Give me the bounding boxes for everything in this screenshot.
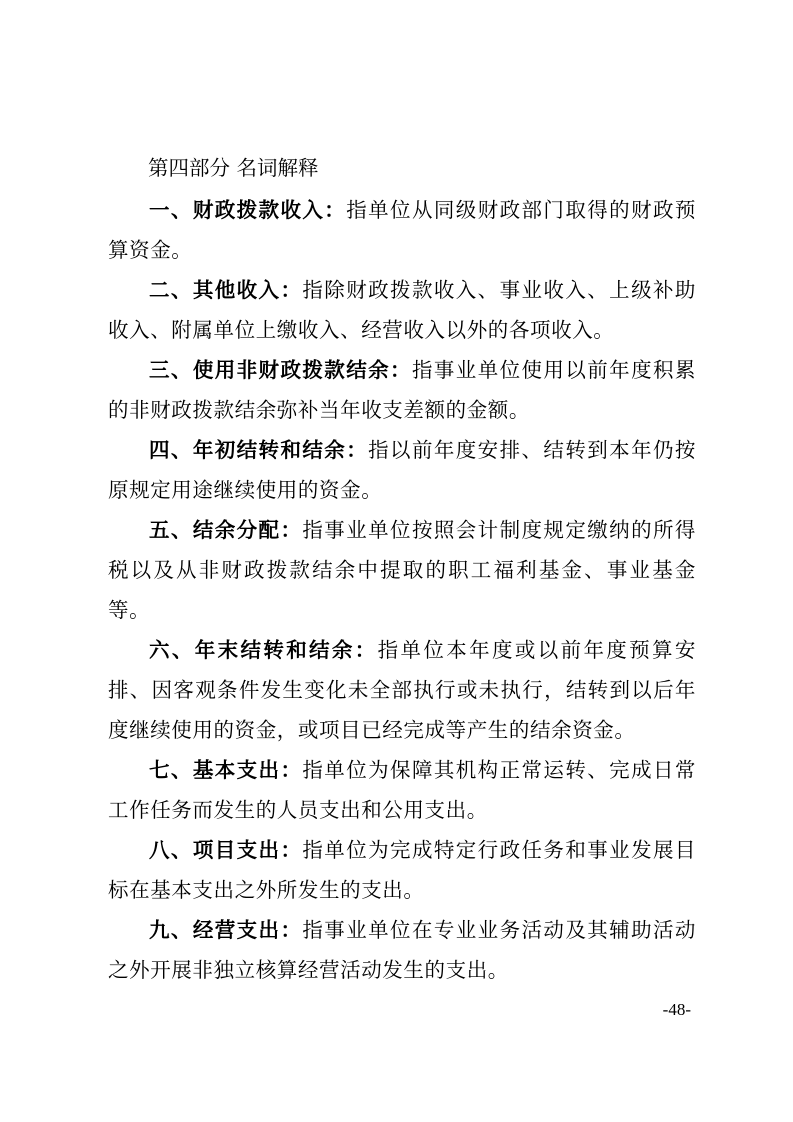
- term-item: [108, 750, 696, 830]
- term-item: [108, 430, 696, 510]
- term-item: [108, 910, 696, 990]
- term-item: [108, 630, 696, 750]
- term-definition: 指事业单位使用以前年度积累的非财政拨款结余弥补当年收支差额的金额。: [108, 358, 696, 422]
- term-definition: 指单位为完成特定行政任务和事业发展目标在基本支出之外所发生的支出。: [108, 838, 696, 902]
- section-title: 第四部分 名词解释: [148, 156, 319, 180]
- term-definition: 指单位为保障其机构正常运转、完成日常工作任务而发生的人员支出和公用支出。: [108, 758, 696, 822]
- term-name: 二、其他收入：: [149, 278, 303, 302]
- term-definition: 指除财政拨款收入、事业收入、上级补助收入、附属单位上缴收入、经营收入以外的各项收入。: [108, 278, 696, 342]
- term-name: 六、年末结转和结余：: [149, 638, 378, 662]
- term-name: 九、经营支出：: [149, 918, 303, 942]
- term-name: 八、项目支出：: [149, 838, 303, 862]
- term-definition: 指单位从同级财政部门取得的财政预算资金。: [108, 198, 696, 262]
- term-definition: 指事业单位在专业业务活动及其辅助活动之外开展非独立核算经营活动发生的支出。: [108, 918, 696, 982]
- page-number: -48-: [662, 1000, 691, 1019]
- term-item: [108, 190, 696, 270]
- term-item: [108, 510, 696, 630]
- term-name: 一、财政拨款收入：: [149, 198, 347, 222]
- term-definition: 指事业单位按照会计制度规定缴纳的所得税以及从非财政拨款结余中提取的职工福利基金、事业基金等。: [108, 518, 696, 622]
- term-name: 四、年初结转和结余：: [149, 438, 369, 462]
- document-body: [108, 150, 696, 990]
- term-name: 三、使用非财政拨款结余：: [149, 358, 412, 382]
- term-item: [108, 830, 696, 910]
- term-item: [108, 270, 696, 350]
- term-name: 五、结余分配：: [149, 518, 303, 542]
- term-name: 七、基本支出：: [149, 758, 303, 782]
- term-item: [108, 350, 696, 430]
- term-definition: 指单位本年度或以前年度预算安排、因客观条件发生变化未全部执行或未执行，结转到以后年度继续使用的资金，或项目已经完成等产生的结余资金。: [108, 638, 696, 742]
- term-definition: 指以前年度安排、结转到本年仍按原规定用途继续使用的资金。: [108, 438, 696, 502]
